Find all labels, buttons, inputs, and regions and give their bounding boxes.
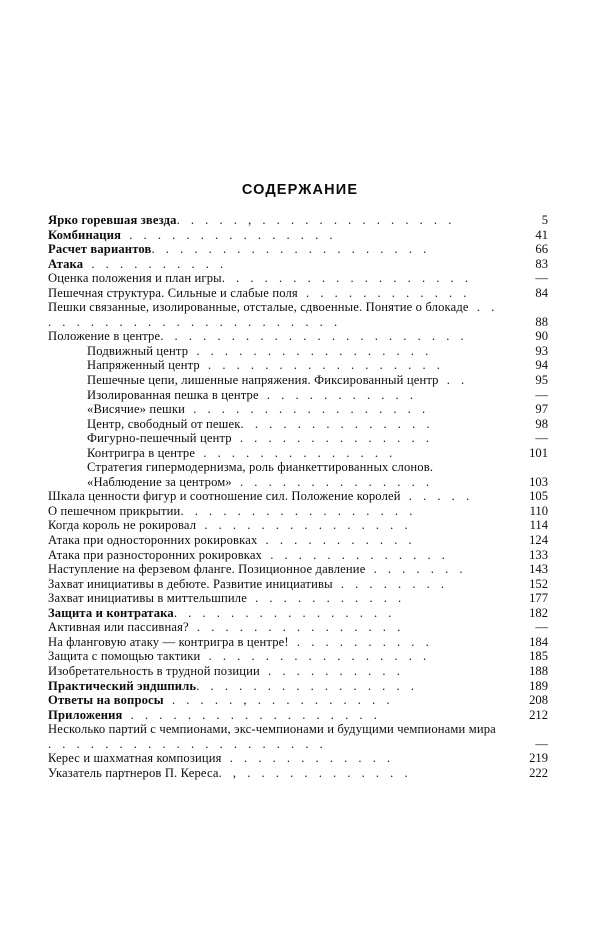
- toc-entry-label: Фигурно-пешечный центр: [87, 431, 232, 446]
- dot-leader: . . . . . , . . . . . . . . . . . . . .: [176, 213, 455, 227]
- toc-page-number: 222: [529, 765, 548, 780]
- toc-entry-body: [48, 649, 548, 664]
- toc-entry-label: Стратегия гипермодернизма, роль фианкеттированных слонов. «Наблюдение за центром»: [87, 460, 434, 489]
- toc-entry-label: Изобретательность в трудной позиции: [48, 663, 260, 678]
- dot-leader: . . . . . . . . . . . . . . . . . . . . . . .: [48, 300, 498, 329]
- dot-leader: . . . . . . . . . . . . . . . . .: [188, 343, 432, 358]
- toc-entry[interactable]: [48, 548, 548, 563]
- toc-entry-body: [48, 693, 548, 708]
- toc-entry-body: [48, 577, 548, 592]
- dot-leader: . . . . . . . . . . .: [258, 387, 416, 402]
- toc-entry[interactable]: [48, 344, 548, 359]
- toc-page-number: 5: [541, 213, 548, 227]
- dot-leader: . . . . . . . . . . . . . . . . .: [185, 402, 429, 417]
- dot-leader: . . . . . . . . . . . . . . .: [188, 620, 404, 635]
- toc-page-number: 114: [529, 518, 548, 533]
- dot-leader: . . . . . . . . . .: [259, 663, 403, 678]
- toc-page-number: 143: [529, 562, 548, 577]
- toc-entry-body: [48, 228, 548, 243]
- dot-leader: . . . . . . . . . . . .: [297, 285, 470, 300]
- toc-entry-label: Напряженный центр: [87, 358, 200, 373]
- toc-entry-label: «Висячие» пешки: [87, 402, 186, 417]
- toc-entry-body: [48, 402, 548, 417]
- dot-leader: . . . . . . . . . . . . . .: [231, 431, 432, 446]
- dot-leader: . . . . . . . . . . . . . . . . .: [180, 503, 416, 518]
- toc-page-number: 212: [529, 707, 548, 722]
- toc-entry-label: О пешечном прикрытии: [48, 503, 181, 518]
- toc-entry-label: Ярко горевшая звезда: [48, 213, 177, 227]
- toc-entry-body: [48, 300, 548, 329]
- toc-entry-label: Пешки связанные, изолированные, отсталые, сдвоенные. Понятие о блокаде: [48, 300, 469, 315]
- toc-entry[interactable]: [48, 300, 548, 329]
- toc-entry-body: [48, 606, 548, 621]
- toc-entry-body: [48, 489, 548, 504]
- toc-entry[interactable]: [48, 358, 548, 373]
- toc-entry-body: [48, 504, 548, 519]
- toc-entry[interactable]: [48, 533, 548, 548]
- toc-entry[interactable]: [48, 606, 548, 621]
- toc-entry-label: Атака при односторонних рокировках: [48, 533, 258, 548]
- toc-page-number: 95: [535, 373, 548, 388]
- toc-page-number: 94: [535, 358, 548, 373]
- toc-entry-label: Наступление на ферзевом фланге. Позиционное давление: [48, 562, 366, 577]
- toc-entry[interactable]: [48, 417, 548, 432]
- toc-entry-body: [48, 679, 548, 694]
- toc-entry-body: [48, 417, 548, 432]
- toc-entry-body: [48, 766, 548, 781]
- toc-entry[interactable]: [48, 693, 548, 708]
- dot-leader: . . . . .: [400, 489, 473, 504]
- toc-entry-body: [48, 271, 548, 286]
- dot-leader: . . . . . . . . . . . . . . . . . . . .: [151, 242, 430, 257]
- toc-entry[interactable]: [48, 664, 548, 679]
- toc-entry-body: [48, 620, 548, 635]
- dot-leader: . , . . . . . . . . . . . .: [218, 765, 411, 780]
- dot-leader: . . . . . . . . . . . . . . . .: [173, 605, 395, 620]
- toc-entry[interactable]: [48, 460, 548, 489]
- toc-page-number: —: [535, 736, 548, 751]
- toc-entry-label: Активная или пассивная?: [48, 620, 189, 635]
- toc-entry[interactable]: [48, 489, 548, 504]
- toc-entry[interactable]: [48, 242, 548, 257]
- toc-entry-body: [48, 460, 548, 489]
- toc-entry-label: Шкала ценности фигур и соотношение сил. Положение королей: [48, 489, 401, 504]
- toc-entry-label: Комбинация: [48, 227, 122, 242]
- toc-entry-label: Центр, свободный от пешек: [87, 416, 241, 431]
- toc-entry-body: [48, 533, 548, 548]
- dot-leader: . . . . . . . . . .: [288, 634, 432, 649]
- dot-leader: . . . . . . . . . .: [83, 256, 227, 271]
- toc-entry-label: Когда король не рокировал: [48, 518, 197, 533]
- toc-entry[interactable]: [48, 708, 548, 723]
- toc-page-number: 66: [535, 242, 548, 257]
- toc-entry[interactable]: [48, 722, 548, 751]
- toc-entry-label: Защита и контратака: [48, 605, 174, 620]
- toc-entry[interactable]: [48, 228, 548, 243]
- toc-entry-label: Пешечная структура. Сильные и слабые поля: [48, 285, 298, 300]
- toc-page-number: 133: [529, 547, 548, 562]
- dot-leader: . . . . . , . . . . . . . . . .: [163, 693, 393, 708]
- dot-leader: . . . . . . . . . . . . . . .: [196, 518, 411, 533]
- toc-entry-body: [48, 664, 548, 679]
- toc-entry-body: [48, 286, 548, 301]
- dot-leader: . . . . . . . . . . . . . . . . . . . . . .: [160, 329, 467, 344]
- toc-entry[interactable]: [48, 431, 548, 446]
- dot-leader: . . . . . . . . . . . . . . . . . .: [221, 271, 471, 286]
- toc-page-number: 189: [529, 678, 548, 693]
- toc-entry[interactable]: [48, 562, 548, 577]
- toc-entry[interactable]: [48, 649, 548, 664]
- dot-leader: . . . . . . . . . . . .: [221, 751, 394, 766]
- toc-entry[interactable]: [48, 504, 548, 519]
- dot-leader: . . . . . . . .: [332, 576, 448, 591]
- toc-page-number: 208: [529, 693, 548, 708]
- toc-entry[interactable]: [48, 271, 548, 286]
- toc-entry-body: [48, 358, 548, 373]
- toc-entry[interactable]: [48, 577, 548, 592]
- dot-leader: . . . . . . . . . . . . . . . . . .: [122, 707, 380, 722]
- toc-entry[interactable]: [48, 286, 548, 301]
- toc-entry-body: [48, 751, 548, 766]
- toc-entry-body: [48, 213, 548, 228]
- dot-leader: . . . . . . . . . . . . . . . . .: [199, 358, 443, 373]
- toc-entry-label: Захват инициативы в миттельшпиле: [48, 591, 247, 606]
- toc-page-number: 103: [529, 474, 548, 489]
- dot-leader: . . . . . . . . . . . . . . . .: [196, 678, 417, 693]
- dot-leader: . . . . . . . . . . . . . .: [195, 445, 396, 460]
- toc-page-number: 93: [535, 343, 548, 358]
- toc-entry-label: Ответы на вопросы: [48, 693, 164, 708]
- toc-page-number: 101: [529, 445, 548, 460]
- toc-entry-label: Подвижный центр: [87, 343, 189, 358]
- toc-page-number: 182: [529, 605, 548, 620]
- toc-entry-label: Практический эндшпиль: [48, 678, 197, 693]
- toc-entry-body: [48, 446, 548, 461]
- toc-page-number: 177: [529, 591, 548, 606]
- toc-entry-label: Защита с помощью тактики: [48, 649, 201, 664]
- toc-entry[interactable]: [48, 620, 548, 635]
- dot-leader: . . . . . . . . . . . . . . . . . . . .: [48, 736, 326, 751]
- toc-entry-label: Приложения: [48, 707, 123, 722]
- toc-page-number: 98: [535, 416, 548, 431]
- toc-entry-label: Пешечные цепи, лишенные напряжения. Фиксированный центр: [87, 373, 439, 388]
- toc-page-number: 152: [529, 576, 548, 591]
- toc-page-number: —: [535, 620, 548, 635]
- toc-entry-body: [48, 562, 548, 577]
- toc-entry-body: [48, 548, 548, 563]
- dot-leader: . . . . . . .: [365, 562, 466, 577]
- dot-leader: . .: [438, 373, 468, 388]
- toc-entry[interactable]: [48, 329, 548, 344]
- dot-leader: . . . . . . . . . . . . . . . .: [200, 649, 430, 664]
- toc-entry-label: Атака при разносторонних рокировках: [48, 547, 263, 562]
- toc-page-number: 219: [529, 751, 548, 766]
- toc-entry-body: [48, 242, 548, 257]
- toc-entry[interactable]: [48, 591, 548, 606]
- toc-entry-label: Контригра в центре: [87, 445, 196, 460]
- toc-page-number: —: [535, 431, 548, 446]
- toc-entry-body: [48, 388, 548, 403]
- toc-entry-label: Атака: [48, 256, 84, 271]
- toc-entry[interactable]: [48, 518, 548, 533]
- toc-entry[interactable]: [48, 635, 548, 650]
- toc-entry-label: Оценка положения и план игры: [48, 271, 222, 286]
- toc-entry-label: Указатель партнеров П. Кереса: [48, 765, 219, 780]
- page-title: СОДЕРЖАНИЕ: [241, 182, 359, 198]
- dot-leader: . . . . . . . . . . . . . .: [240, 416, 433, 431]
- toc-page-number: 105: [529, 489, 548, 504]
- toc-page-number: 41: [535, 227, 548, 242]
- toc-entry[interactable]: [48, 402, 548, 417]
- toc-entry-body: [48, 518, 548, 533]
- toc-page-number: 88: [535, 314, 548, 329]
- toc-entry-body: [48, 329, 548, 344]
- toc-entry-body: [48, 722, 548, 751]
- toc-entry[interactable]: [48, 679, 548, 694]
- toc-page-number: —: [535, 271, 548, 286]
- toc-page-number: 188: [529, 663, 548, 678]
- toc-entry-label: Положение в центре: [48, 329, 161, 344]
- toc-page-number: 97: [535, 402, 548, 417]
- toc-page-number: 83: [535, 256, 548, 271]
- toc-page-number: 124: [529, 533, 548, 548]
- toc-page-number: 84: [535, 285, 548, 300]
- toc-page-number: 90: [535, 329, 548, 344]
- toc-entry-body: [48, 257, 548, 272]
- toc-entry[interactable]: [48, 388, 548, 403]
- toc-entry[interactable]: [48, 446, 548, 461]
- table-of-contents-list: [48, 213, 548, 780]
- dot-leader: . . . . . . . . . . . . .: [262, 547, 448, 562]
- dot-leader: . . . . . . . . . . . . . .: [231, 474, 433, 489]
- toc-entry-label: На фланговую атаку — контригра в центре!: [48, 634, 289, 649]
- toc-entry-body: [48, 635, 548, 650]
- dot-leader: . . . . . . . . . . . . . . .: [121, 227, 336, 242]
- toc-page-number: —: [535, 387, 548, 402]
- toc-entry[interactable]: [48, 766, 548, 781]
- toc-entry[interactable]: [48, 751, 548, 766]
- toc-entry-body: [48, 373, 548, 388]
- toc-entry[interactable]: [48, 373, 548, 388]
- toc-entry-label: Изолированная пешка в центре: [87, 387, 259, 402]
- toc-entry-label: Несколько партий с чемпионами, экс-чемпионами и будущими чемпионами мира: [48, 722, 496, 737]
- toc-page-number: 185: [529, 649, 548, 664]
- toc-entry[interactable]: [48, 213, 548, 228]
- toc-entry-body: [48, 591, 548, 606]
- toc-page-number: 184: [529, 634, 548, 649]
- toc-entry-label: Захват инициативы в дебюте. Развитие инициативы: [48, 576, 333, 591]
- dot-leader: . . . . . . . . . . .: [257, 533, 415, 548]
- toc-entry-body: [48, 708, 548, 723]
- toc-page-number: 110: [529, 503, 548, 518]
- toc-entry-body: [48, 431, 548, 446]
- toc-entry-label: Расчет вариантов: [48, 242, 152, 257]
- toc-entry-body: [48, 344, 548, 359]
- toc-entry-label: Керес и шахматная композиция: [48, 751, 222, 766]
- dot-leader: . . . . . . . . . . .: [246, 591, 405, 606]
- toc-entry[interactable]: [48, 257, 548, 272]
